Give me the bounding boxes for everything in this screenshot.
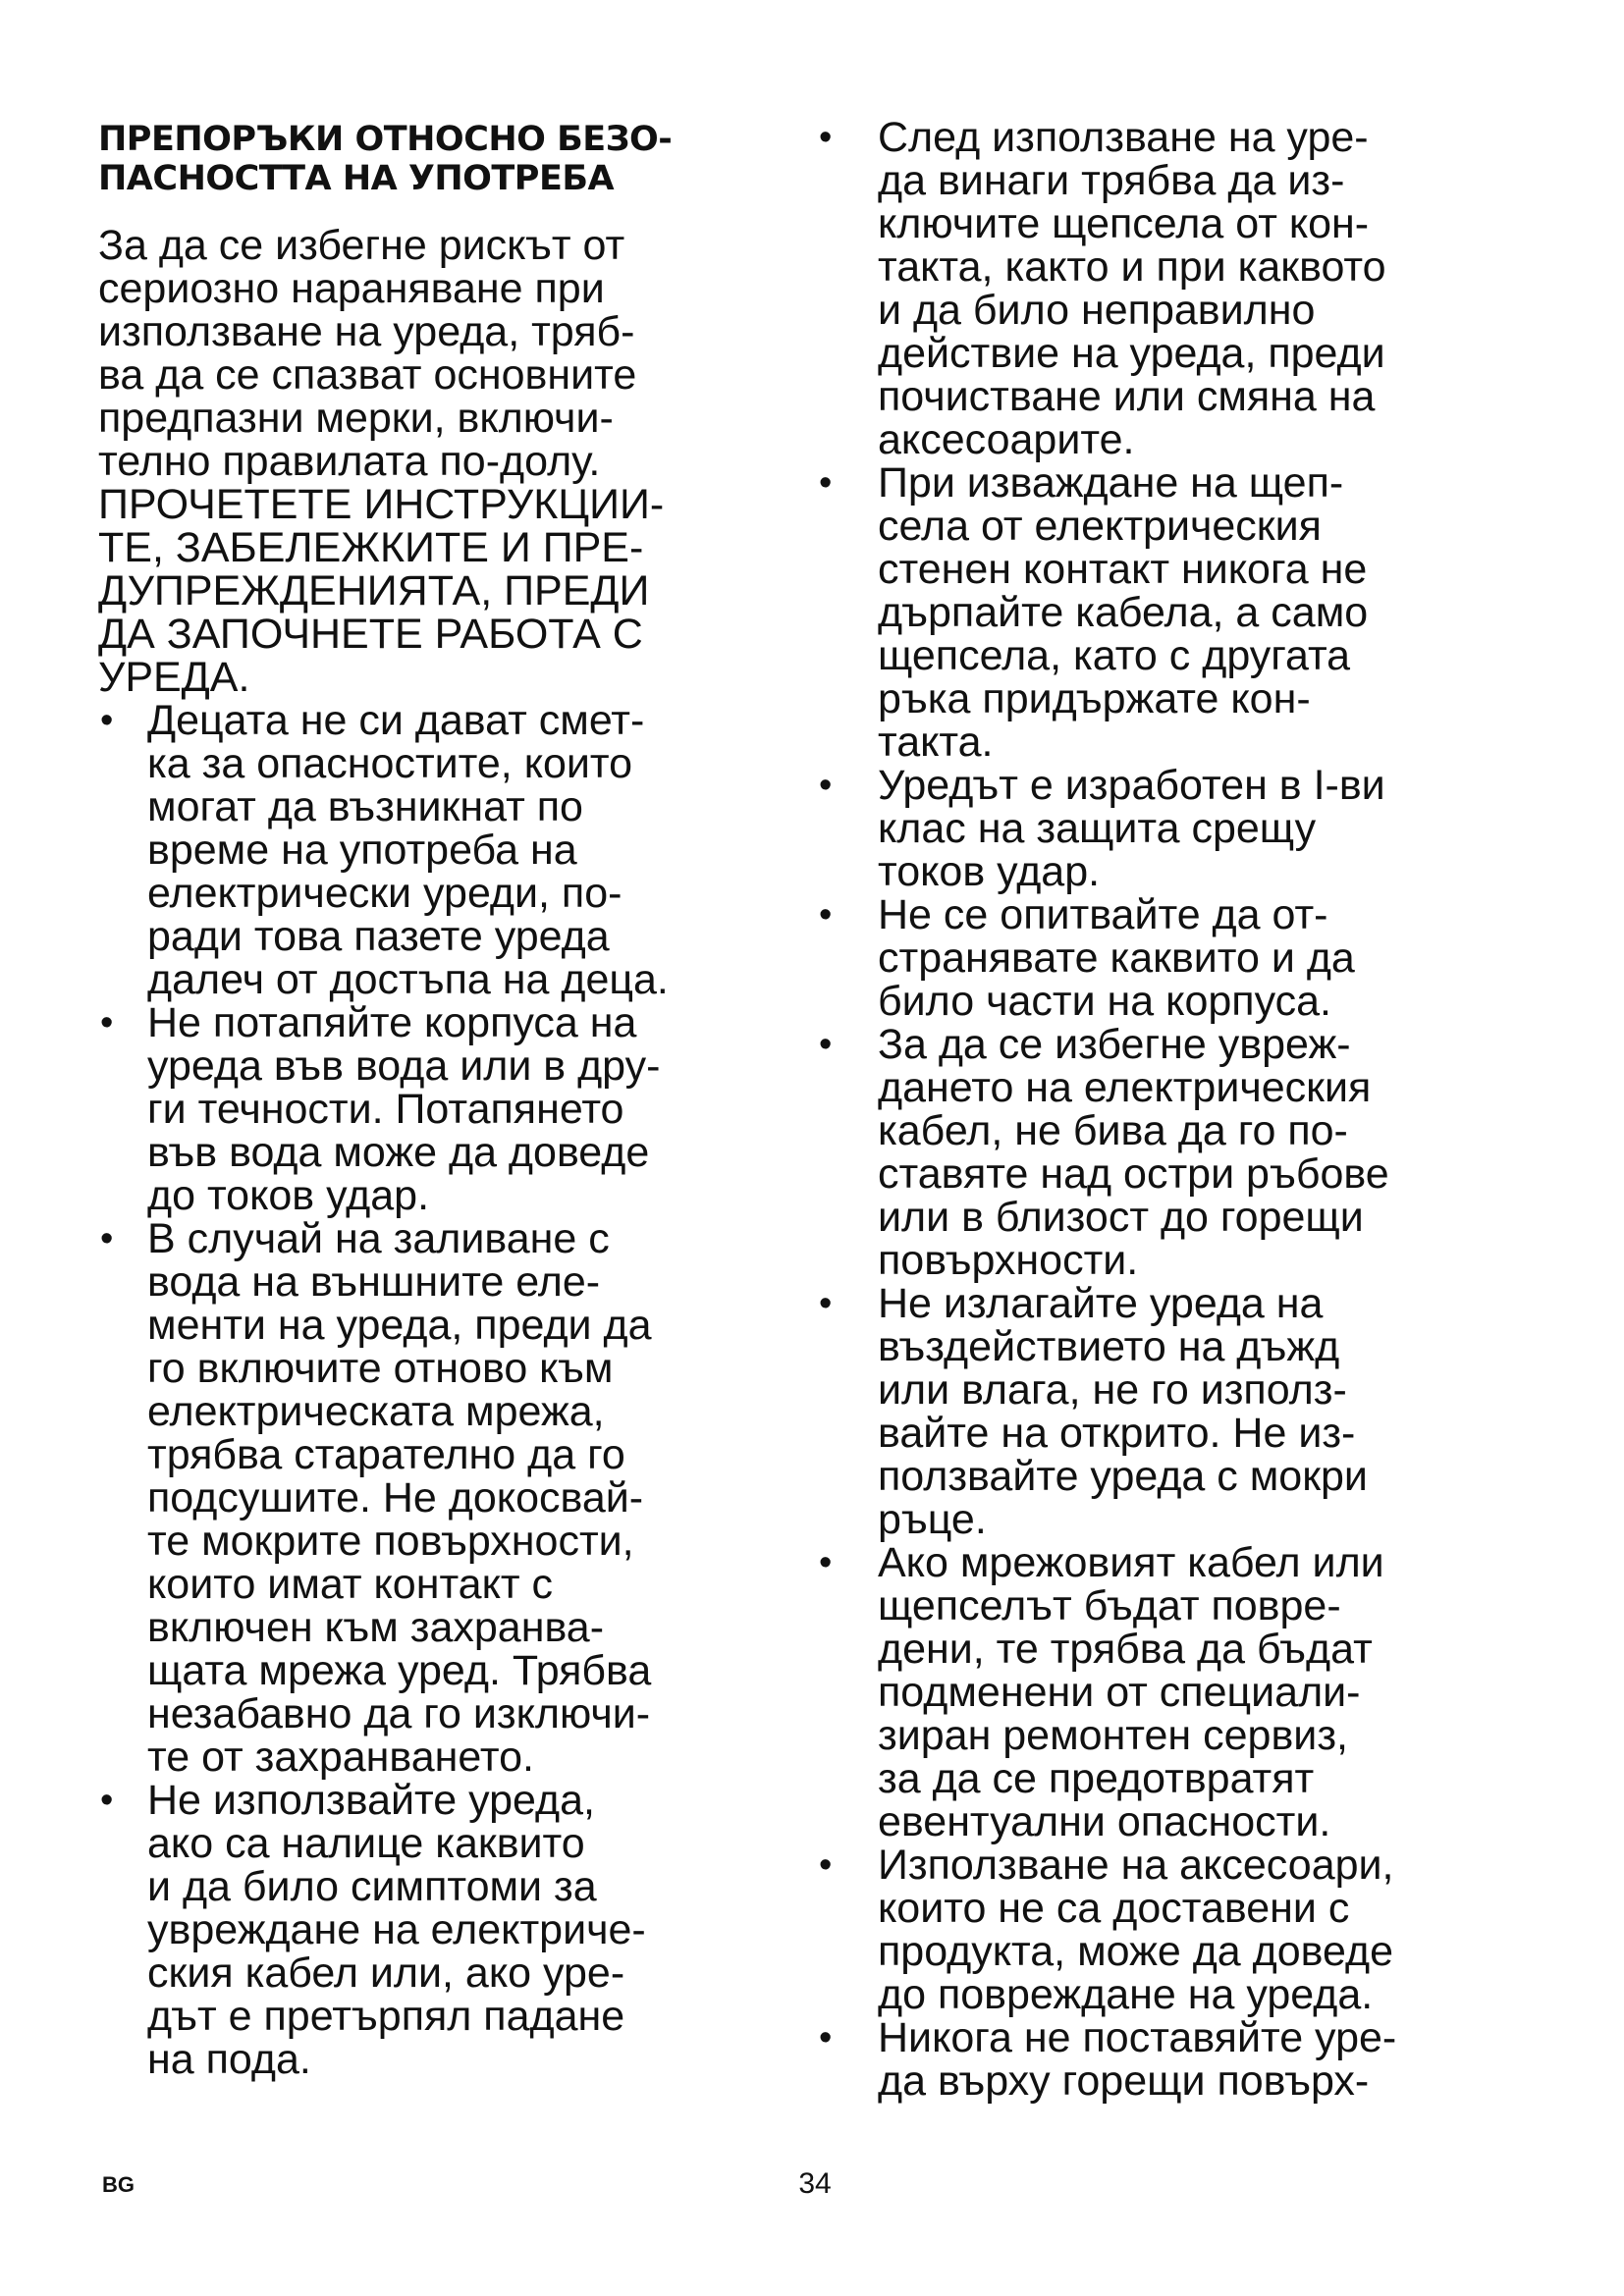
bullet-icon: • [819, 1542, 833, 1583]
list-item-text: Не излагайте уреда на въздействието на дъжд или влага, не го използ- вайте на открито. Не из- ползвайте уреда с мокри ръце. [878, 1280, 1368, 1543]
list-item [819, 1021, 1542, 1284]
bullet-icon: • [819, 2017, 833, 2058]
list-item-text: Децата не си дават смет- ка за опасностите, които могат да възникнат по време на употреба на електрически уреди, по- ради това пазете уреда далеч от достъпа на деца. [147, 697, 669, 1003]
list-item [819, 1280, 1542, 1543]
bullet-icon: • [819, 1024, 833, 1065]
list-item-text: При изваждане на щеп- села от електрическия стенен контакт никога не дърпайте кабела, а само щепсела, като с другата ръка придържате кон- такта. [878, 459, 1369, 766]
safety-list-left [98, 699, 815, 2081]
list-item-text: Не използвайте уреда, ако са налице каквито и да било симптоми за увреждане на електриче- ския кабел или, ако уре- дът е претърпял падане на пода. [147, 1777, 646, 2083]
bullet-icon: • [819, 462, 833, 504]
intro-paragraph: За да се избегне рискът от сериозно нараняване при използване на уреда, тряб- ва да се спазват основните предпазни мерки, включи- телно правилата по-долу. ПРОЧЕТЕТЕ ИНСТРУКЦИИ- ТЕ, ЗАБЕЛЕЖКИТЕ И ПРЕ- ДУПРЕЖДЕНИЯТА, ПРЕДИ ДА ЗАПОЧНЕТЕ РАБОТА С УРЕДА. [98, 222, 665, 701]
list-item-text: За да се избегне увреж- дането на електрическия кабел, не бива да го по- ставяте над остри ръбове или в близост до горещи повърхности. [878, 1021, 1389, 1284]
list-item [98, 1001, 815, 1217]
list-item [819, 891, 1542, 1025]
language-code: BG [102, 2172, 135, 2197]
left-column [98, 120, 815, 2081]
list-item [819, 459, 1542, 766]
list-item-text: Не се опитвайте да от- странявате каквито и да било части на корпуса. [878, 891, 1355, 1025]
bullet-icon: • [819, 117, 833, 158]
bullet-icon: • [819, 894, 833, 935]
list-item [98, 1217, 815, 1779]
bullet-icon: • [819, 765, 833, 806]
list-item-text: След използване на уре- да винаги трябва да из- ключите щепсела от кон- такта, както и при каквото и да било неправилно действие на уреда, преди почистване или смяна на аксесоарите. [878, 114, 1386, 463]
list-item [819, 1539, 1542, 1845]
list-item [98, 699, 815, 1001]
bullet-icon: • [100, 1780, 114, 1821]
section-heading: ПРЕПОРЪКИ ОТНОСНО БЕЗО- ПАСНОСТТА НА УПОТРЕБА [98, 120, 673, 198]
list-item-text: Ако мрежовият кабел или щепселът бъдат повре- дени, те трябва да бъдат подменени от специали- зиран ремонтен сервиз, за да се предотвратят евентуални опасности. [878, 1539, 1384, 1845]
list-item [98, 1779, 815, 2081]
bullet-icon: • [100, 700, 114, 741]
bullet-icon: • [819, 1283, 833, 1324]
list-item [819, 2014, 1542, 2105]
list-item-text: В случай на заливане с вода на външните еле- менти на уреда, преди да го включите отново към електрическата мрежа, трябва старателно да го подсушите. Не докосвай- те мокрите повърхности, които имат контакт с включен към захранва- щата мрежа уред. Трябва незабавно да го изключи- те от захранването. [147, 1215, 652, 1781]
bullet-icon: • [100, 1218, 114, 1259]
safety-list-right [819, 114, 1542, 2105]
list-item-text: Използване на аксесоари, които не са доставени с продукта, може да доведе до повреждане на уреда. [878, 1842, 1394, 2018]
list-item [819, 1842, 1542, 2018]
bullet-icon: • [100, 1002, 114, 1043]
list-item-text: Не потапяйте корпуса на уреда във вода или в дру- ги течности. Потапянето във вода може да доведе до токов удар. [147, 999, 661, 1219]
list-item [819, 114, 1542, 463]
page-number: 34 [798, 2167, 832, 2200]
list-item-text: Никога не поставяйте уре- да върху горещи повърх- [878, 2014, 1397, 2105]
bullet-icon: • [819, 1844, 833, 1886]
list-item-text: Уредът е изработен в I-ви клас на защита срещу токов удар. [878, 762, 1385, 895]
right-column [819, 114, 1542, 2105]
list-item [819, 762, 1542, 895]
